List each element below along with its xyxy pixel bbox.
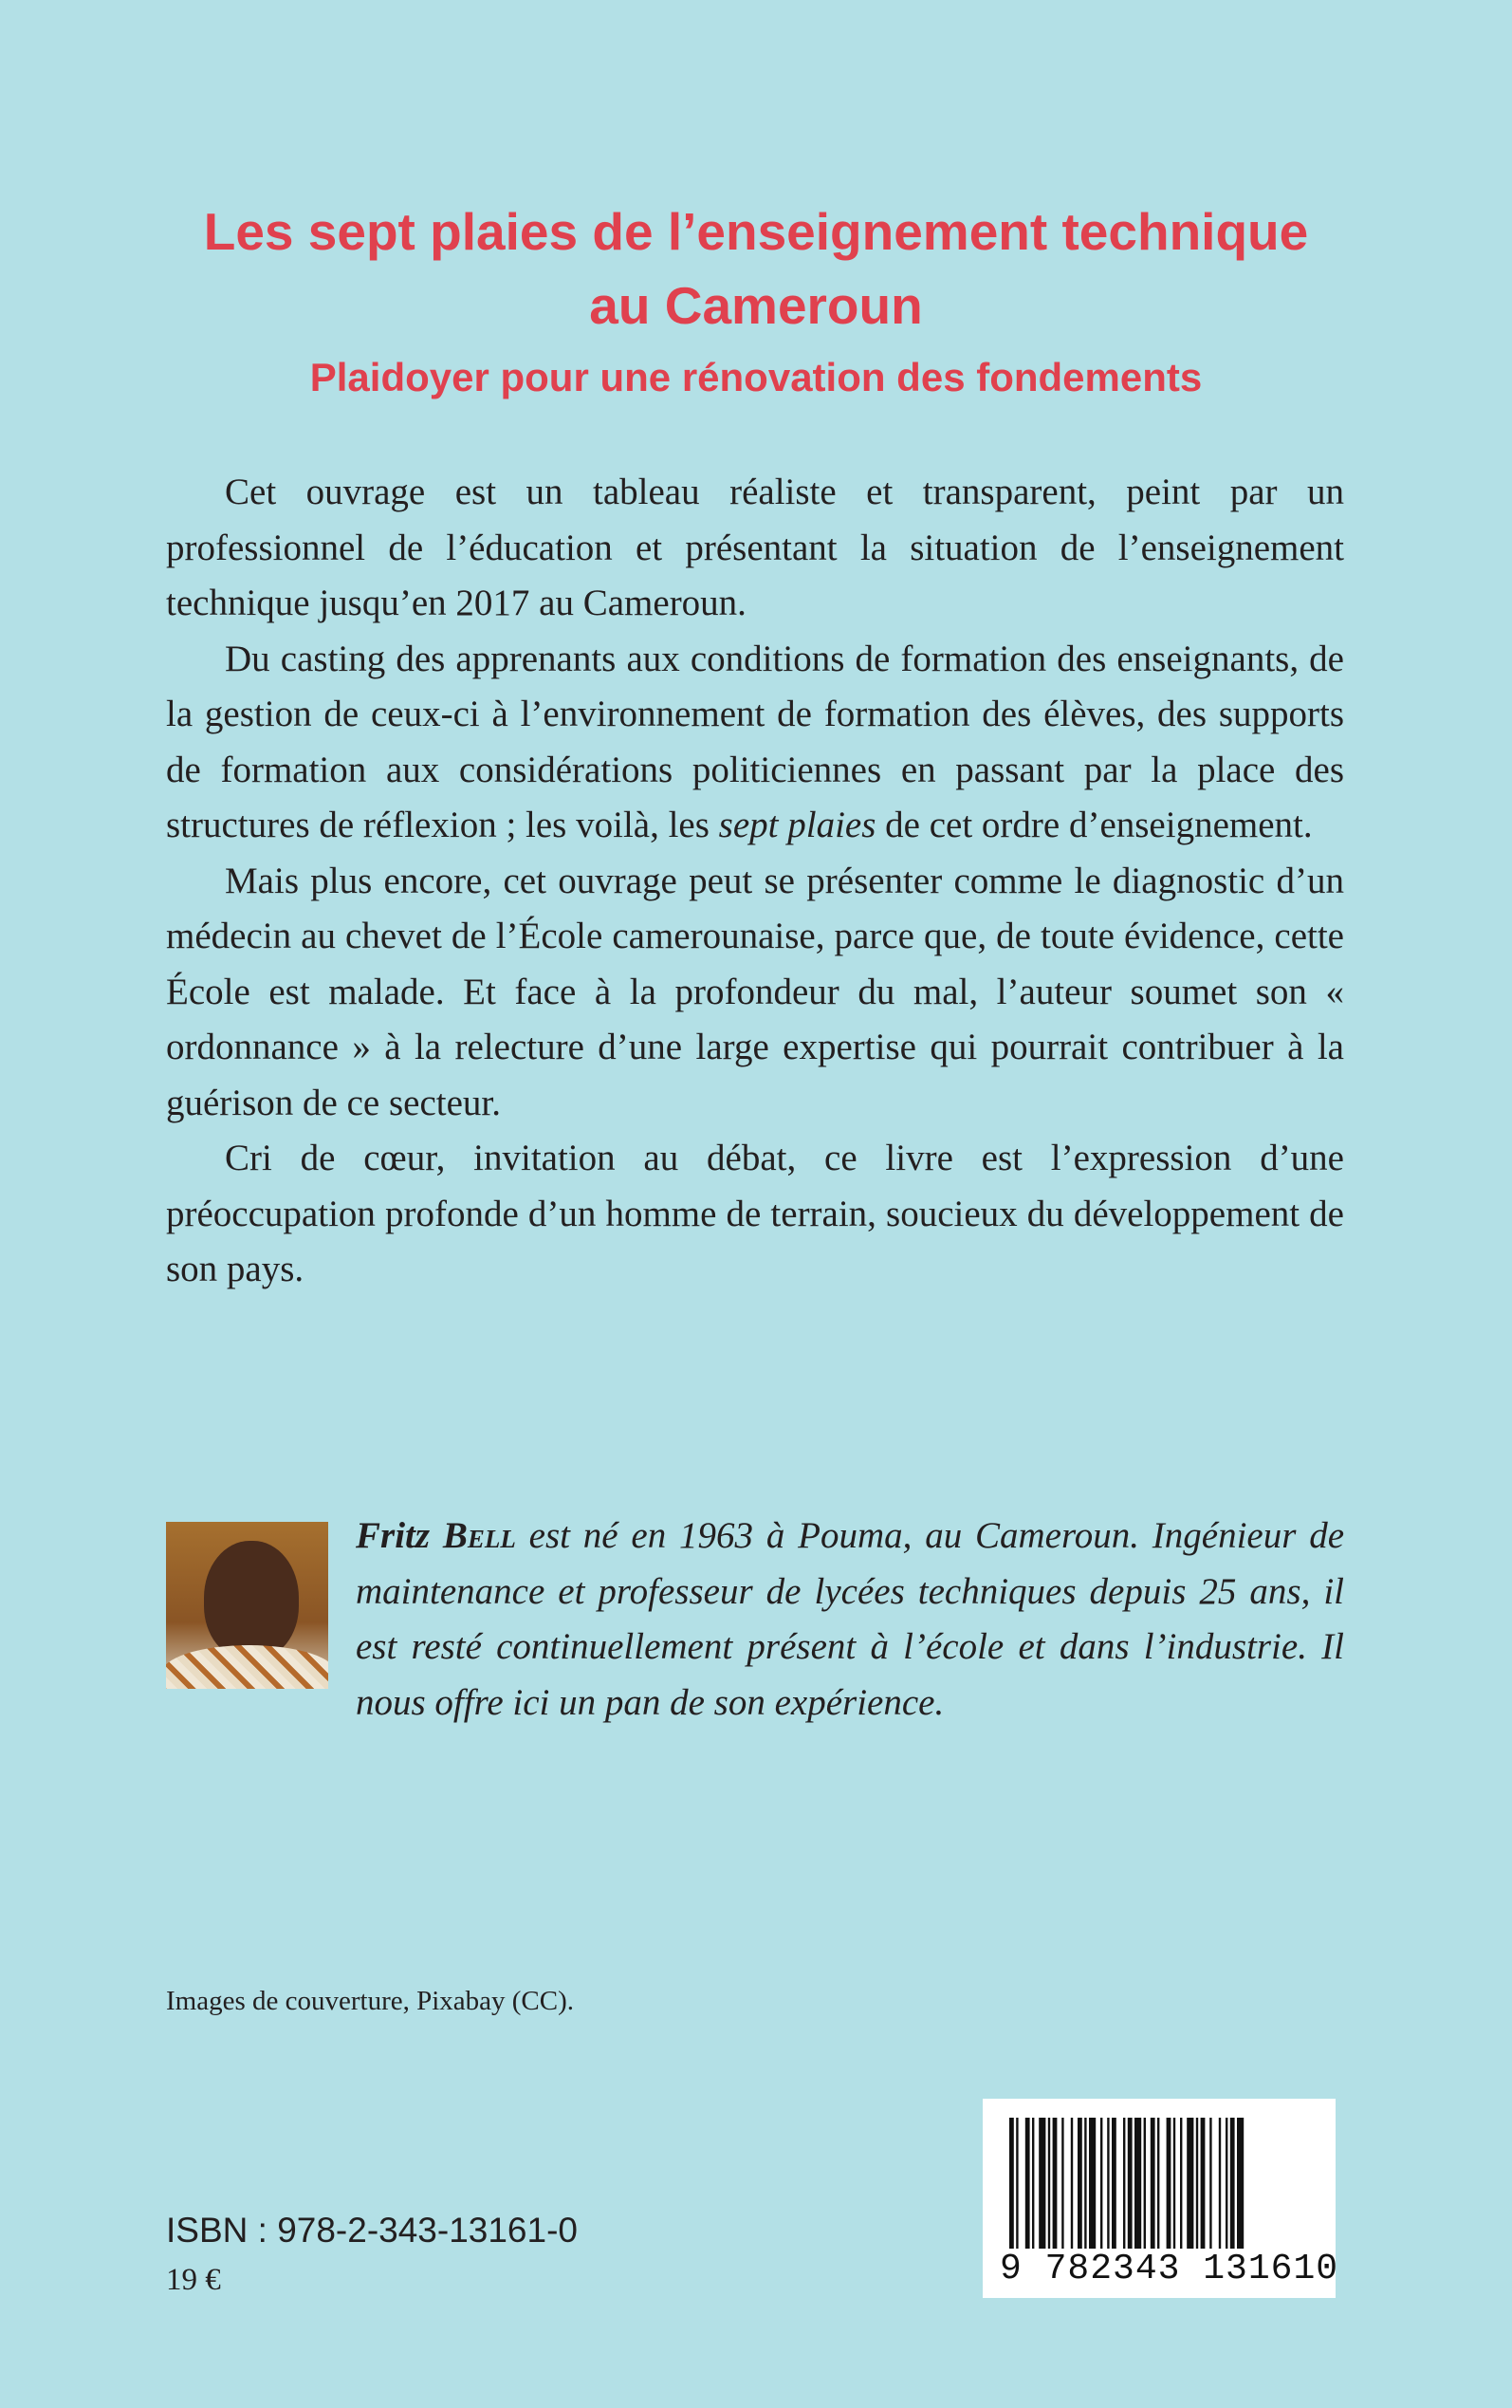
blurb-paragraph-4: Cri de cœur, invitation au débat, ce livre est l’expression d’une préoccupation profonde d’un homme de terrain, soucieux du développement de son pays. [166, 1138, 1344, 1289]
author-bio [356, 1509, 1344, 1731]
author-name [356, 1515, 516, 1556]
book-title [0, 194, 1512, 343]
price: 19 € [166, 2263, 221, 2297]
author-last-name: Bell [442, 1515, 516, 1556]
blurb [166, 465, 1344, 1298]
barcode [983, 2099, 1339, 2298]
blurb-paragraph-1: Cet ouvrage est un tableau réaliste et transparent, peint par un professionnel de l’éducation et présentant la situation de l’enseignement technique jusqu’en 2017 au Cameroun. [166, 472, 1344, 623]
blurb-paragraph-2 [166, 632, 1344, 854]
book-subtitle: Plaidoyer pour une rénovation des fondements [309, 355, 1203, 399]
title-line-1: Les sept plaies de l’enseignement technique [203, 202, 1309, 261]
author-photo-head [204, 1541, 299, 1659]
author-bio-text: est né en 1963 à Pouma, au Cameroun. Ingénieur de maintenance et professeur de lycées techniques depuis 25 ans, il est resté continuellement présent à l’école et dans l’industrie. Il nous offre ici un pan de son expérience. [356, 1515, 1345, 1723]
author-first-name: Fritz [356, 1515, 431, 1556]
image-credits: Images de couverture, Pixabay (CC). [166, 1986, 575, 2016]
author-photo-shirt [166, 1645, 328, 1689]
blurb-emphasis: sept plaies [718, 805, 876, 845]
author-photo [166, 1522, 328, 1689]
blurb-paragraph-3: Mais plus encore, cet ouvrage peut se présenter comme le diagnostic d’un médecin au chevet de l’École camerounaise, parce que, de toute évidence, cette École est malade. Et face à la profondeur du mal, l’auteur soumet son « ordonnance » à la relecture d’une large expertise qui pourrait contribuer à la guérison de ce secteur. [166, 860, 1344, 1123]
isbn: ISBN : 978-2-343-13161-0 [166, 2211, 578, 2250]
blurb-paragraph-2-end: de cet ordre d’enseignement. [876, 805, 1313, 845]
barcode-digits: 9 782343 131610 [1000, 2249, 1339, 2289]
barcode-bars [983, 2099, 1336, 2251]
title-line-2: au Cameroun [589, 276, 923, 335]
blurb-paragraph-2-start: Du casting des apprenants aux conditions de formation des enseignants, de la gestion de ceux-ci à l’environnement de formation des élèves, des supports de formation aux considérations politiciennes en passant par la place des structures de réflexion ; les voilà, les [166, 638, 1344, 845]
